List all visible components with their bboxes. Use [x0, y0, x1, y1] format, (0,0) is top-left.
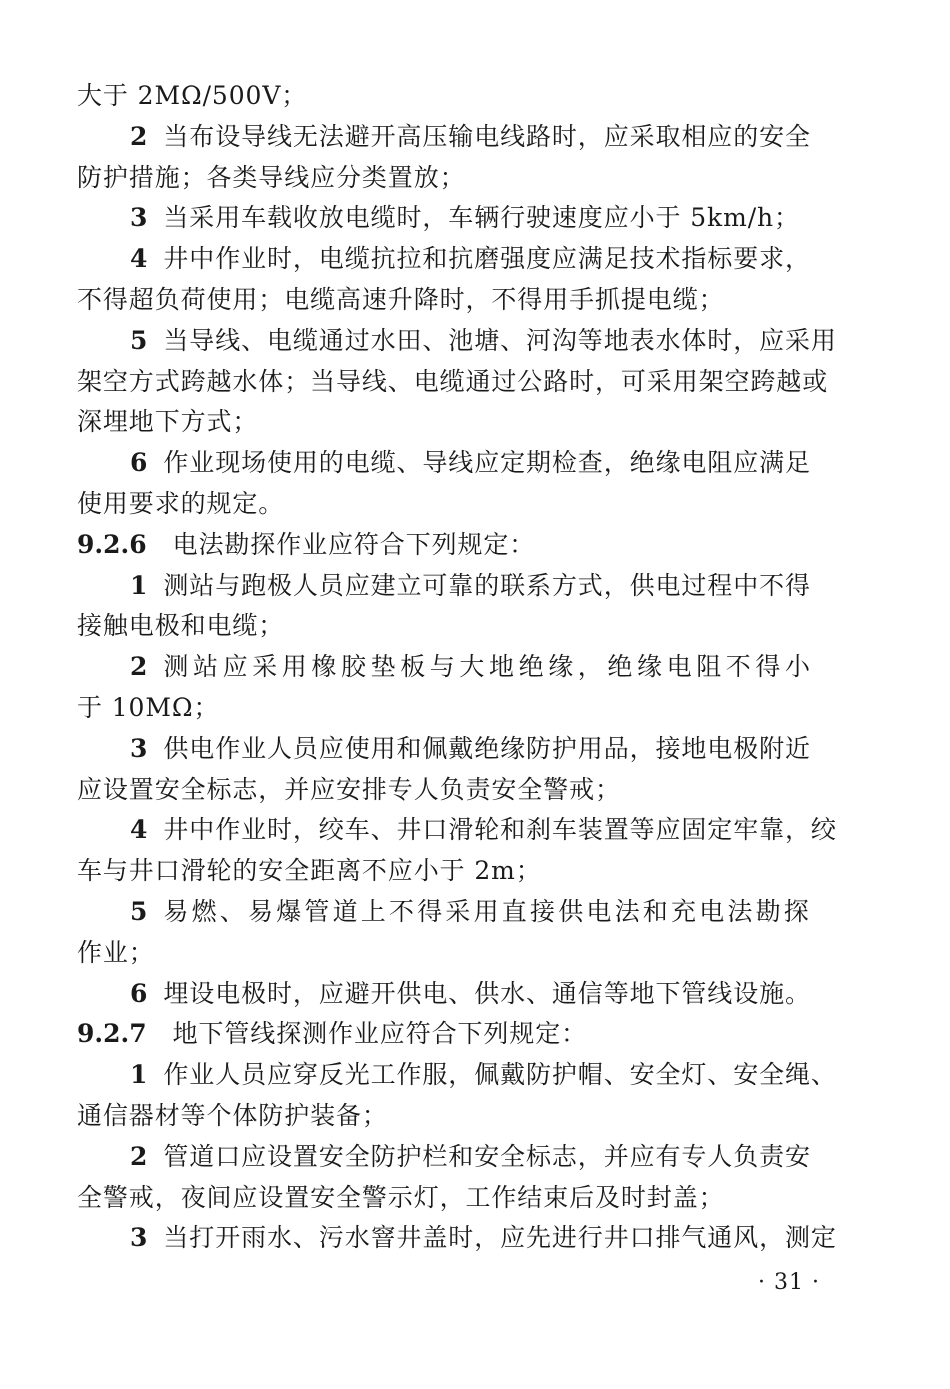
text-line: 不得超负荷使用；电缆高速升降时，不得用手抓提电缆； — [77, 284, 725, 314]
item-number: 2 — [130, 1141, 148, 1171]
clause-number: 9.2.6 — [77, 529, 147, 559]
text-line: 车与井口滑轮的安全距离不应小于 2m； — [77, 856, 542, 886]
list-item: 5 当导线、电缆通过水田、池塘、河沟等地表水体时，应采用 — [77, 321, 842, 362]
item-number: 5 — [130, 896, 148, 926]
item-number: 3 — [130, 203, 148, 233]
item-number: 3 — [130, 733, 148, 763]
list-item: 2 当布设导线无法避开高压输电线路时，应采取相应的安全 — [77, 117, 842, 158]
text-line: 应设置安全标志，并应安排专人负责安全警戒； — [77, 774, 621, 804]
item-number: 4 — [130, 244, 148, 274]
text-line: 全警戒，夜间应设置安全警示灯，工作结束后及时封盖； — [77, 1182, 725, 1212]
clause-heading: 9.2.6 电法勘探作业应符合下列规定： — [77, 525, 842, 566]
item-number: 6 — [130, 978, 148, 1008]
item-number: 3 — [130, 1223, 148, 1253]
list-item: 4 井中作业时，绞车、井口滑轮和刹车装置等应固定牢靠，绞 — [77, 810, 842, 851]
item-number: 4 — [130, 815, 148, 845]
list-item: 6 作业现场使用的电缆、导线应定期检查，绝缘电阻应满足 — [77, 443, 842, 484]
item-number: 2 — [130, 652, 148, 682]
list-item: 2 管道口应设置安全防护栏和安全标志，并应有专人负责安 — [77, 1137, 842, 1178]
list-item: 3 当采用车载收放电缆时，车辆行驶速度应小于 5km/h； — [77, 198, 842, 239]
text-line: 作业； — [77, 937, 155, 967]
list-item: 1 测站与跑极人员应建立可靠的联系方式，供电过程中不得 — [77, 566, 842, 607]
text-line: 使用要求的规定。 — [77, 488, 285, 518]
text-line: 通信器材等个体防护装备； — [77, 1100, 388, 1130]
list-item: 6 埋设电极时，应避开供电、供水、通信等地下管线设施。 — [77, 974, 842, 1015]
list-item: 4 井中作业时，电缆抗拉和抗磨强度应满足技术指标要求， — [77, 239, 842, 280]
list-item: 3 供电作业人员应使用和佩戴绝缘防护用品，接地电极附近 — [77, 729, 842, 770]
list-item: 3 当打开雨水、污水窨井盖时，应先进行井口排气通风，测定 — [77, 1218, 842, 1259]
item-number: 1 — [130, 1060, 148, 1090]
item-number: 2 — [130, 121, 148, 151]
clause-heading: 9.2.7 地下管线探测作业应符合下列规定： — [77, 1014, 842, 1055]
item-number: 1 — [130, 570, 148, 600]
item-number: 5 — [130, 325, 148, 355]
text-line: 接触电极和电缆； — [77, 611, 285, 641]
list-item: 1 作业人员应穿反光工作服，佩戴防护帽、安全灯、安全绳、 — [77, 1055, 842, 1096]
text-line: 防护措施；各类导线应分类置放； — [77, 162, 466, 192]
text-line: 深埋地下方式； — [77, 407, 259, 437]
text-line: 大于 2MΩ/500V； — [77, 81, 308, 110]
page-number: · 31 · — [758, 1270, 820, 1295]
clause-number: 9.2.7 — [77, 1019, 147, 1049]
text-line: 架空方式跨越水体；当导线、电缆通过公路时，可采用架空跨越或 — [77, 366, 829, 396]
list-item: 5 易燃、易爆管道上不得采用直接供电法和充电法勘探 — [77, 892, 842, 933]
list-item: 2 测站应采用橡胶垫板与大地绝缘，绝缘电阻不得小 — [77, 647, 842, 688]
item-number: 6 — [130, 448, 148, 478]
text-line: 于 10MΩ； — [77, 692, 220, 722]
